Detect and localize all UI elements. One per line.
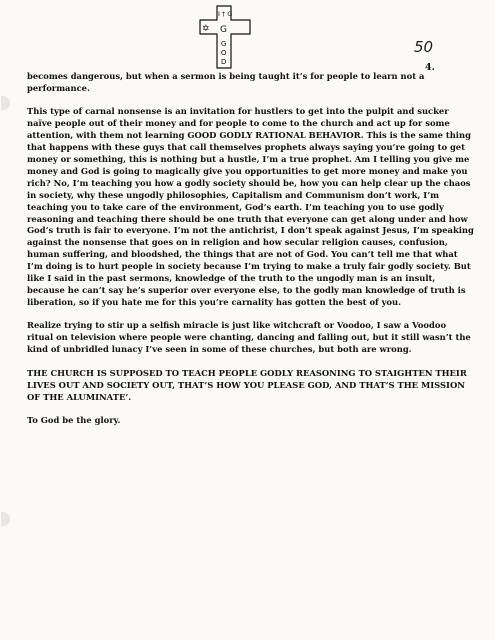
- cross-star-icon: ✡: [202, 24, 210, 34]
- closing-line: To God be the glory.: [27, 415, 121, 426]
- page-number: 4.: [425, 62, 435, 73]
- handwritten-page-number: 50: [414, 38, 434, 56]
- binder-hole: [1, 96, 10, 110]
- document-body: [27, 71, 475, 439]
- paragraph-2: This type of carnal nonsense is an invitation for hustlers to get into the pulpit and sucker naïve people out of their money and for people to come to the church and act up for some attention, with them not learning GOOD GODLY RATIONAL BEHAVIOR. This is the same thing that happens with these guys that call themselves prophets always saying you’re going to get money or something, this is nothing but a hustle, I’m a true prophet. Am I telling you give me money and God is going to magically give you opportunities to get more money and make you rich? No, I’m teaching you how a godly society should be, how you can help clear up the chaos in society, why these ungodly philosophies, Capitalism and Communism don’t work, I’m teaching you to take care of the environment, God’s earth. I’m teaching you to use godly reasoning and teaching there should be one truth that everyone can get along under and how God’s truth is fair to everyone. I’m not the antichrist, I don’t speak against Jesus, I’m speaking against the nonsense that goes on in religion and how secular religion causes, confusion, human suffering, and bloodshed, the things that are not of God. You can’t tell me that what I’m doing is to hurt people in society because I’m trying to make a truly fair godly society. But like I said in the past sermons, knowledge of the truth to the ungodly man is an insult, because he can’t say he’s superior over everyone else, to the godly man knowledge of truth is liberation, so if you hate me for this you’re carnality has gotten the best of you.: [27, 106, 474, 307]
- paragraph-1: becomes dangerous, but when a sermon is being taught it’s for people to learn not a performance.: [27, 71, 425, 93]
- cross-letter-g2: G: [221, 40, 227, 48]
- cross-letter-d: D: [221, 58, 227, 66]
- paragraph-3: Realize trying to stir up a selfish miracle is just like witchcraft or Voodoo, I saw a Voodoo ritual on television where people were chanting, dancing and falling out, but it still wasn’t the kind of unbridled lunacy I’ve seen in some of these churches, but both are wrong.: [27, 320, 471, 355]
- cross-top-text: I † G: [218, 10, 233, 18]
- cross-letter-g: G: [220, 25, 227, 35]
- paragraph-4-caps: THE CHURCH IS SUPPOSED TO TEACH PEOPLE GODLY REASONING TO STAIGHTEN THEIR LIVES OUT AND SOCIETY OUT, THAT’S HOW YOU PLEASE GOD, AND THAT’S THE MISSION OF THE ALUMINATE’.: [27, 367, 467, 402]
- binder-hole: [1, 512, 10, 526]
- hand-drawn-cross-icon: [197, 4, 253, 70]
- cross-letter-o: O: [221, 49, 227, 57]
